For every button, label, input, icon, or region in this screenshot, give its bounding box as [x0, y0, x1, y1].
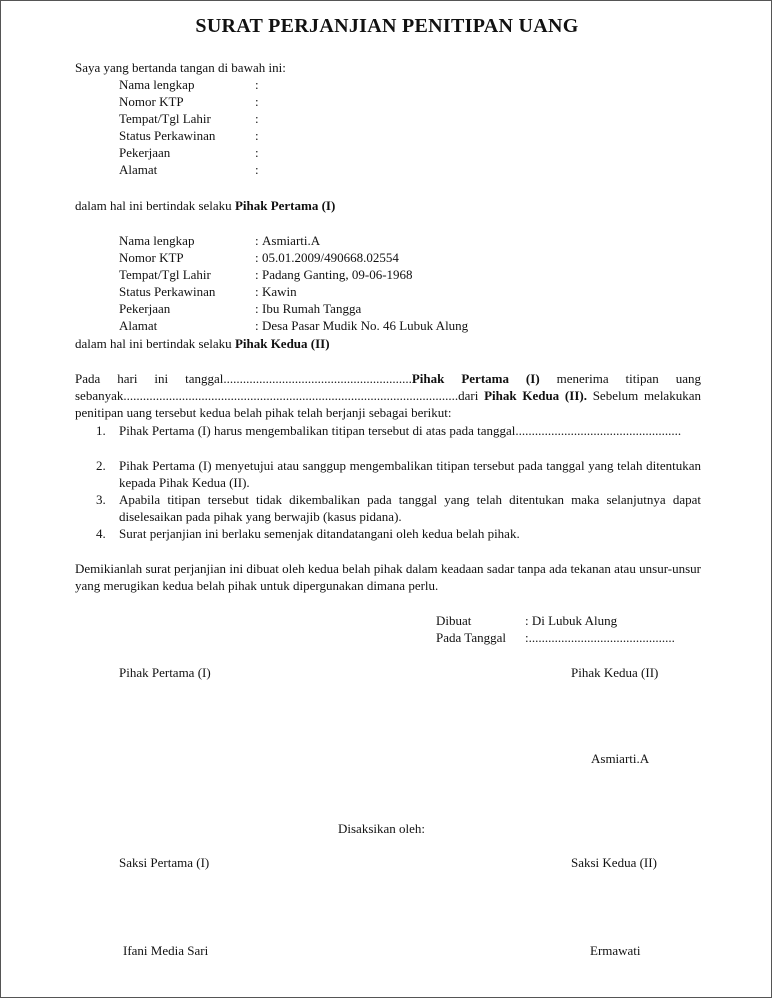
made-label: Dibuat	[436, 613, 472, 628]
first-party-field: Pekerjaan :	[119, 145, 259, 160]
closing-paragraph: Demikianlah surat perjanjian ini dibuat oleh kedua belah pihak dalam keadaan sadar tanpa ada tekanan atau unsur-unsur yang merugikan kedua belah pihak untuk dipergunakan dimana perlu.	[75, 561, 701, 593]
date-value: :.............................................	[525, 630, 675, 645]
date-label: Pada Tanggal	[436, 630, 506, 645]
party1-signature-label: Pihak Pertama (I)	[119, 665, 211, 680]
second-party-field: Alamat : Desa Pasar Mudik No. 46 Lubuk Alung	[119, 318, 469, 333]
second-party-field: Nama lengkap : Asmiarti.A	[119, 233, 321, 248]
witness1-name: Ifani Media Sari	[123, 943, 209, 958]
document-page: SURAT PERJANJIAN PENITIPAN UANG Saya yang bertanda tangan di bawah ini: Nama lengkap : Nomor KTP : Tempat/Tgl Lahir : Status Perkawinan : Pekerjaan : Alamat : dalam hal ini bertindak selaku Pihak Pertama (I) Nama lengkap : Asmiarti.A Nomor KTP : 05.01.2009/490668.02554 Tempat/Tgl Lahir : Padang Ganting, 09-06-1968 Status Perkawinan : Kawin Pekerjaan : Ibu Rumah Tangga Alamat : Desa Pasar Mudik No. 46 Lubuk Alung dalam hal ini bertindak selaku Pihak Kedua (II) Pada hari ini tanggal..........................................................Pihak Pertama (I) menerima titipan uang sebanyak.......................................................................................................dari Pihak Kedua (II). Sebelum melakukan penitipan uang tersebut kedua belah pihak telah berjanji sebagai berikut: 1. Pihak Pertama (I) harus mengembalikan titipan tersebut di atas pada tanggal................................................... 2. Pihak Pertama (I) menyetujui atau sanggup mengembalikan titipan tersebut pada tanggal yang telah ditentukan kepada Pihak Kedua (II). 3. Apabila titipan tersebut tidak dikembalikan pada tanggal yang telah ditentukan maka selanjutnya dapat diselesaikan pada pihak yang berwajib (kasus pidana). 4. Surat perjanjian ini berlaku semenjak ditandatangani oleh kedua belah pihak. Demikianlah surat perjanjian ini dibuat oleh kedua belah pihak dalam keadaan sadar tanpa ada tekanan atau unsur-unsur yang merugikan kedua belah pihak untuk dipergunakan dimana perlu. Dibuat : Di Lubuk Alung Pada Tanggal :............................................. Pihak Pertama (I) Pihak Kedua (II) Asmiarti.A Disaksikan oleh: Saksi Pertama (I) Saksi Kedua (II) Ifani Media Sari Ermawati	[0, 0, 772, 998]
first-party-role: dalam hal ini bertindak selaku Pihak Pertama (I)	[75, 198, 336, 213]
first-party-field: Nama lengkap :	[119, 77, 259, 92]
second-party-field: Nomor KTP : 05.01.2009/490668.02554	[119, 250, 399, 265]
party2-signature-label: Pihak Kedua (II)	[571, 665, 659, 680]
first-party-field: Alamat :	[119, 162, 259, 177]
agreement-paragraph: Pada hari ini tanggal..........................................................Pihak Pertama (I) menerima titipan uang sebanyak.......................................................................................................dari Pihak Kedua (II). Sebelum melakukan penitipan uang tersebut kedua belah pihak telah berjanji sebagai berikut:	[75, 371, 702, 420]
second-party-field: Tempat/Tgl Lahir : Padang Ganting, 09-06-1968	[119, 267, 413, 282]
second-party-field: Pekerjaan : Ibu Rumah Tangga	[119, 301, 362, 316]
second-party-field: Status Perkawinan : Kawin	[119, 284, 297, 299]
witness2-label: Saksi Kedua (II)	[571, 855, 657, 870]
witness2-name: Ermawati	[590, 943, 641, 958]
document-title: SURAT PERJANJIAN PENITIPAN UANG	[195, 15, 579, 37]
intro-text: Saya yang bertanda tangan di bawah ini:	[75, 60, 286, 75]
first-party-field: Tempat/Tgl Lahir :	[119, 111, 259, 126]
witness1-label: Saksi Pertama (I)	[119, 855, 210, 870]
party2-signature-name: Asmiarti.A	[591, 751, 650, 766]
second-party-role: dalam hal ini bertindak selaku Pihak Kedua (II)	[75, 336, 330, 351]
first-party-field: Status Perkawinan :	[119, 128, 259, 143]
first-party-field: Nomor KTP :	[119, 94, 259, 109]
witnessed-by-label: Disaksikan oleh:	[338, 821, 426, 836]
made-value: : Di Lubuk Alung	[525, 613, 618, 628]
